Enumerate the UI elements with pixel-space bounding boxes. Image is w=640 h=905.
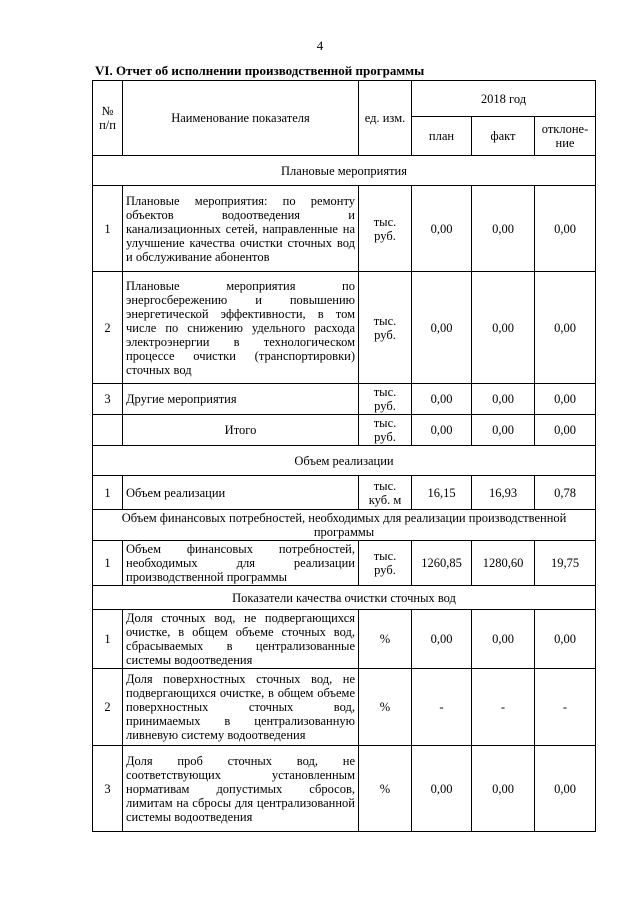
unit: тыс. руб. bbox=[359, 384, 412, 415]
unit: тыс. руб. bbox=[359, 272, 412, 384]
fact-value: 0,00 bbox=[472, 186, 535, 272]
table-row bbox=[93, 669, 596, 746]
fact-value: 0,00 bbox=[472, 746, 535, 832]
row-number: 3 bbox=[93, 384, 123, 415]
indicator-name: Другие мероприятия bbox=[123, 384, 359, 415]
indicator-name: Плановые мероприятия по энергосбережению и повышению энергетической эффективности, в том числе по снижению удельного расхода электроэнергии в технологическом процессе очистки (транспортировки) сточных вод bbox=[123, 272, 359, 384]
section-header-row bbox=[93, 446, 596, 476]
unit: тыс. руб. bbox=[359, 541, 412, 586]
header-num: № п/п bbox=[93, 81, 123, 156]
fact-value: 0,00 bbox=[472, 384, 535, 415]
deviation-value: 0,00 bbox=[535, 746, 596, 832]
row-number bbox=[93, 415, 123, 446]
section-header-row bbox=[93, 510, 596, 541]
fact-value: 0,00 bbox=[472, 272, 535, 384]
header-deviation: отклоне-ние bbox=[535, 117, 596, 156]
deviation-value: 0,00 bbox=[535, 610, 596, 669]
header-row bbox=[93, 81, 596, 117]
header-fact: факт bbox=[472, 117, 535, 156]
table-row bbox=[93, 272, 596, 384]
table-row bbox=[93, 476, 596, 510]
header-year: 2018 год bbox=[412, 81, 596, 117]
indicator-name: Итого bbox=[123, 415, 359, 446]
plan-value: 0,00 bbox=[412, 746, 472, 832]
plan-value: 0,00 bbox=[412, 272, 472, 384]
section-header-row bbox=[93, 586, 596, 610]
table-row bbox=[93, 610, 596, 669]
fact-value: 0,00 bbox=[472, 610, 535, 669]
plan-value: 16,15 bbox=[412, 476, 472, 510]
deviation-value: 19,75 bbox=[535, 541, 596, 586]
section-title-cell: Показатели качества очистки сточных вод bbox=[93, 586, 596, 610]
indicator-name: Доля проб сточных вод, не соответствующих установленным нормативам допустимых сбросов, лимитам на сбросы для централизованной системы водоотведения bbox=[123, 746, 359, 832]
deviation-value: 0,00 bbox=[535, 272, 596, 384]
table-row bbox=[93, 746, 596, 832]
section-title-cell: Плановые мероприятия bbox=[93, 156, 596, 186]
section-header-row bbox=[93, 156, 596, 186]
deviation-value: 0,00 bbox=[535, 415, 596, 446]
indicator-name: Доля поверхностных сточных вод, не подвергающихся очистке, в общем объеме поверхностных сточных вод, принимаемых в централизованную ливневую систему водоотведения bbox=[123, 669, 359, 746]
unit: тыс. руб. bbox=[359, 415, 412, 446]
production-program-table bbox=[92, 80, 596, 832]
fact-value: 16,93 bbox=[472, 476, 535, 510]
plan-value: 0,00 bbox=[412, 610, 472, 669]
row-number: 3 bbox=[93, 746, 123, 832]
plan-value: 1260,85 bbox=[412, 541, 472, 586]
unit: тыс. куб. м bbox=[359, 476, 412, 510]
header-unit: ед. изм. bbox=[359, 81, 412, 156]
deviation-value: 0,00 bbox=[535, 384, 596, 415]
plan-value: 0,00 bbox=[412, 186, 472, 272]
unit: тыс. руб. bbox=[359, 186, 412, 272]
indicator-name: Объем реализации bbox=[123, 476, 359, 510]
deviation-value: - bbox=[535, 669, 596, 746]
section-title: VI. Отчет об исполнении производственной программы bbox=[95, 63, 425, 78]
row-number: 1 bbox=[93, 541, 123, 586]
indicator-name: Объем финансовых потребностей, необходимых для реализации производственной программы bbox=[123, 541, 359, 586]
header-name: Наименование показателя bbox=[123, 81, 359, 156]
plan-value: 0,00 bbox=[412, 384, 472, 415]
unit: % bbox=[359, 669, 412, 746]
fact-value: 1280,60 bbox=[472, 541, 535, 586]
plan-value: 0,00 bbox=[412, 415, 472, 446]
indicator-name: Доля сточных вод, не подвергающихся очистке, в общем объеме сточных вод, сбрасываемых в централизованные системы водоотведения bbox=[123, 610, 359, 669]
row-number: 1 bbox=[93, 610, 123, 669]
deviation-value: 0,78 bbox=[535, 476, 596, 510]
unit: % bbox=[359, 746, 412, 832]
plan-value: - bbox=[412, 669, 472, 746]
header-plan: план bbox=[412, 117, 472, 156]
section-title-cell: Объем реализации bbox=[93, 446, 596, 476]
table-row bbox=[93, 415, 596, 446]
row-number: 1 bbox=[93, 476, 123, 510]
deviation-value: 0,00 bbox=[535, 186, 596, 272]
table-row bbox=[93, 541, 596, 586]
table-body bbox=[93, 81, 596, 832]
section-title-cell: Объем финансовых потребностей, необходимых для реализации производственной программы bbox=[93, 510, 596, 541]
row-number: 1 bbox=[93, 186, 123, 272]
table-row bbox=[93, 384, 596, 415]
indicator-name: Плановые мероприятия: по ремонту объектов водоотведения и канализационных сетей, направленные на улучшение качества очистки сточных вод и обслуживание абонентов bbox=[123, 186, 359, 272]
table-row bbox=[93, 186, 596, 272]
row-number: 2 bbox=[93, 669, 123, 746]
row-number: 2 bbox=[93, 272, 123, 384]
fact-value: 0,00 bbox=[472, 415, 535, 446]
page-number: 4 bbox=[316, 38, 324, 53]
fact-value: - bbox=[472, 669, 535, 746]
unit: % bbox=[359, 610, 412, 669]
